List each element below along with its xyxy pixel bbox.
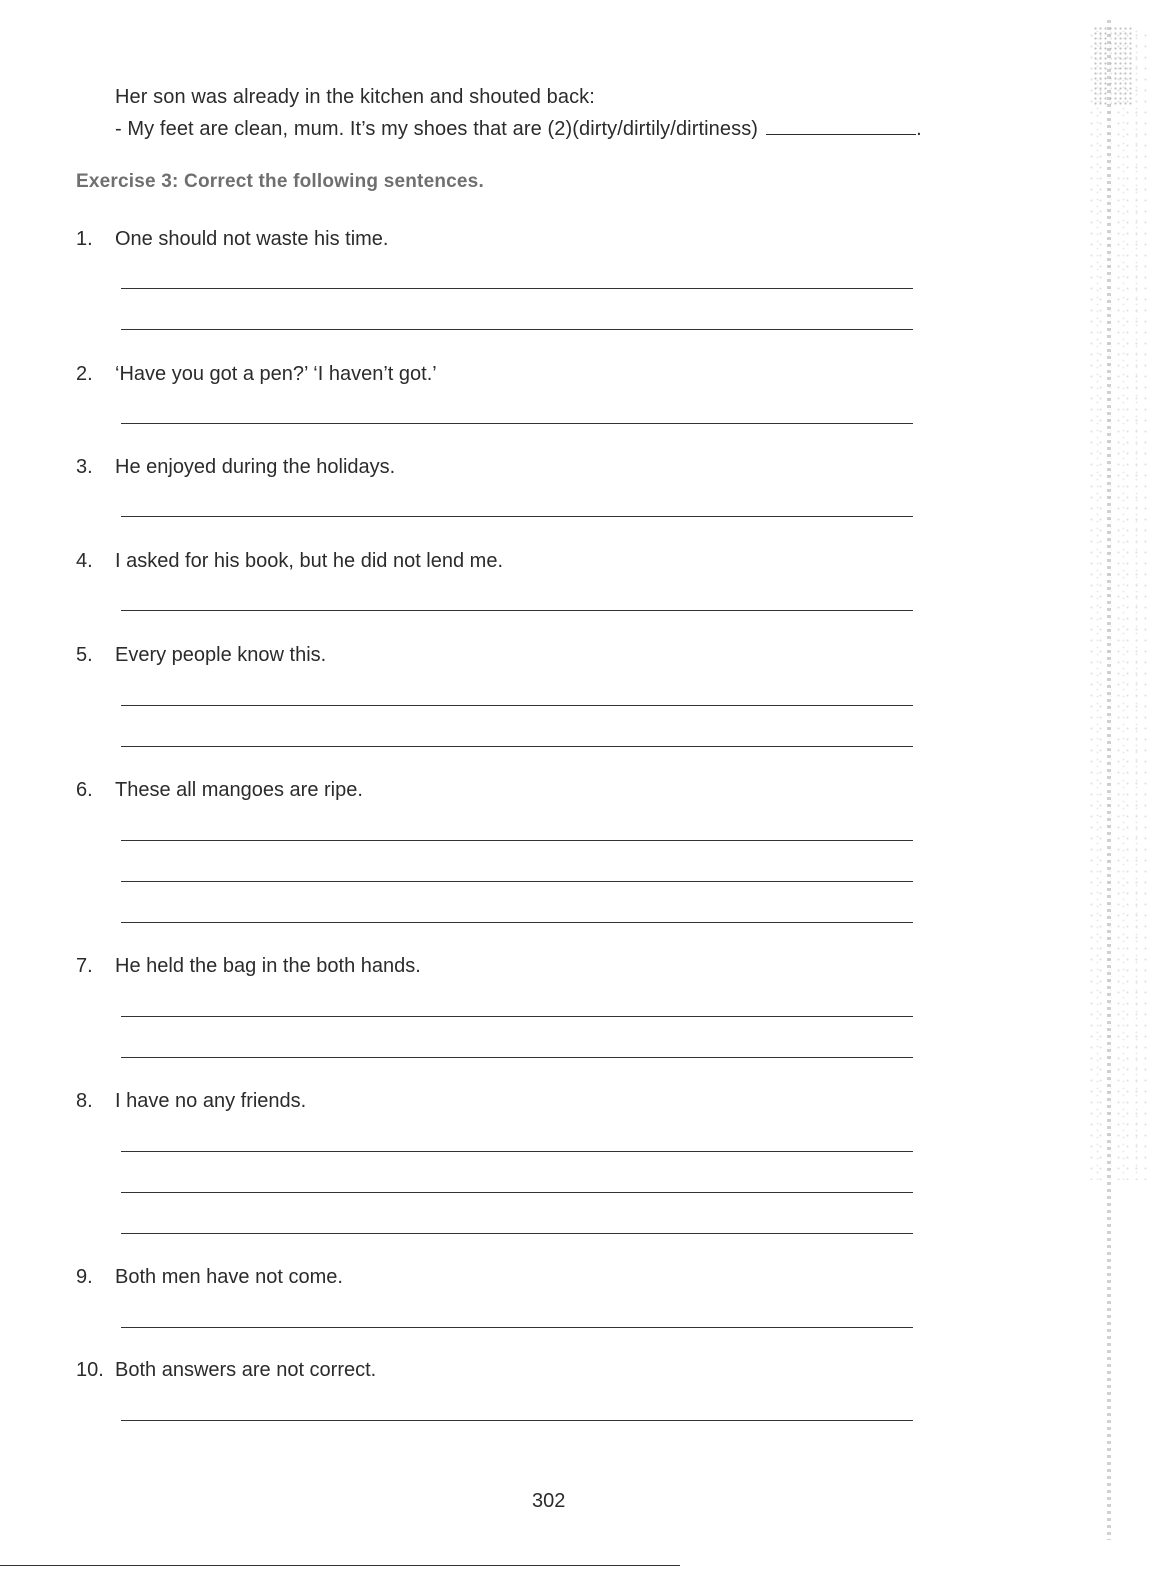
question-number: 1. bbox=[76, 228, 93, 250]
answer-line[interactable] bbox=[121, 1233, 913, 1234]
question-text: Both men have not come. bbox=[115, 1266, 343, 1288]
question-text: One should not waste his time. bbox=[115, 228, 389, 250]
answer-line[interactable] bbox=[121, 922, 913, 923]
intro-line-2-end: . bbox=[916, 118, 922, 140]
question-number: 10. bbox=[76, 1359, 104, 1381]
question-number: 8. bbox=[76, 1090, 93, 1112]
question-text: Every people know this. bbox=[115, 644, 327, 666]
question-number: 6. bbox=[76, 779, 93, 801]
answer-line[interactable] bbox=[121, 1192, 913, 1193]
question-number: 2. bbox=[76, 363, 93, 385]
answer-line[interactable] bbox=[121, 610, 913, 611]
question-text: ‘Have you got a pen?’ ‘I haven’t got.’ bbox=[115, 363, 437, 385]
question-number: 7. bbox=[76, 955, 93, 977]
question-number: 5. bbox=[76, 644, 93, 666]
answer-line[interactable] bbox=[121, 746, 913, 747]
answer-line[interactable] bbox=[121, 840, 913, 841]
question-text: He enjoyed during the holidays. bbox=[115, 456, 396, 478]
answer-line[interactable] bbox=[121, 516, 913, 517]
fill-in-blank[interactable] bbox=[766, 116, 916, 135]
intro-line-2-text: - My feet are clean, mum. It’s my shoes that are (2)(dirty/dirtily/dirtiness) bbox=[115, 118, 759, 140]
bottom-rule bbox=[0, 1565, 680, 1566]
exercise-heading: Exercise 3: Correct the following sentences. bbox=[76, 171, 484, 192]
scan-artifact bbox=[1087, 30, 1147, 1180]
scan-edge bbox=[1107, 20, 1111, 1540]
answer-line[interactable] bbox=[121, 423, 913, 424]
question-text: He held the bag in the both hands. bbox=[115, 955, 421, 977]
answer-line[interactable] bbox=[121, 1327, 913, 1328]
question-number: 3. bbox=[76, 456, 93, 478]
answer-line[interactable] bbox=[121, 881, 913, 882]
intro-line-1: Her son was already in the kitchen and shouted back: bbox=[115, 86, 595, 108]
answer-line[interactable] bbox=[121, 1057, 913, 1058]
answer-line[interactable] bbox=[121, 329, 913, 330]
question-number: 4. bbox=[76, 550, 93, 572]
question-text: I asked for his book, but he did not lend me. bbox=[115, 550, 504, 572]
question-text: Both answers are not correct. bbox=[115, 1359, 377, 1381]
intro-line-2 bbox=[115, 116, 922, 141]
page-number: 302 bbox=[532, 1490, 566, 1512]
answer-line[interactable] bbox=[121, 1420, 913, 1421]
answer-line[interactable] bbox=[121, 288, 913, 289]
question-text: These all mangoes are ripe. bbox=[115, 779, 363, 801]
answer-line[interactable] bbox=[121, 705, 913, 706]
answer-line[interactable] bbox=[121, 1151, 913, 1152]
question-text: I have no any friends. bbox=[115, 1090, 307, 1112]
answer-line[interactable] bbox=[121, 1016, 913, 1017]
question-number: 9. bbox=[76, 1266, 93, 1288]
